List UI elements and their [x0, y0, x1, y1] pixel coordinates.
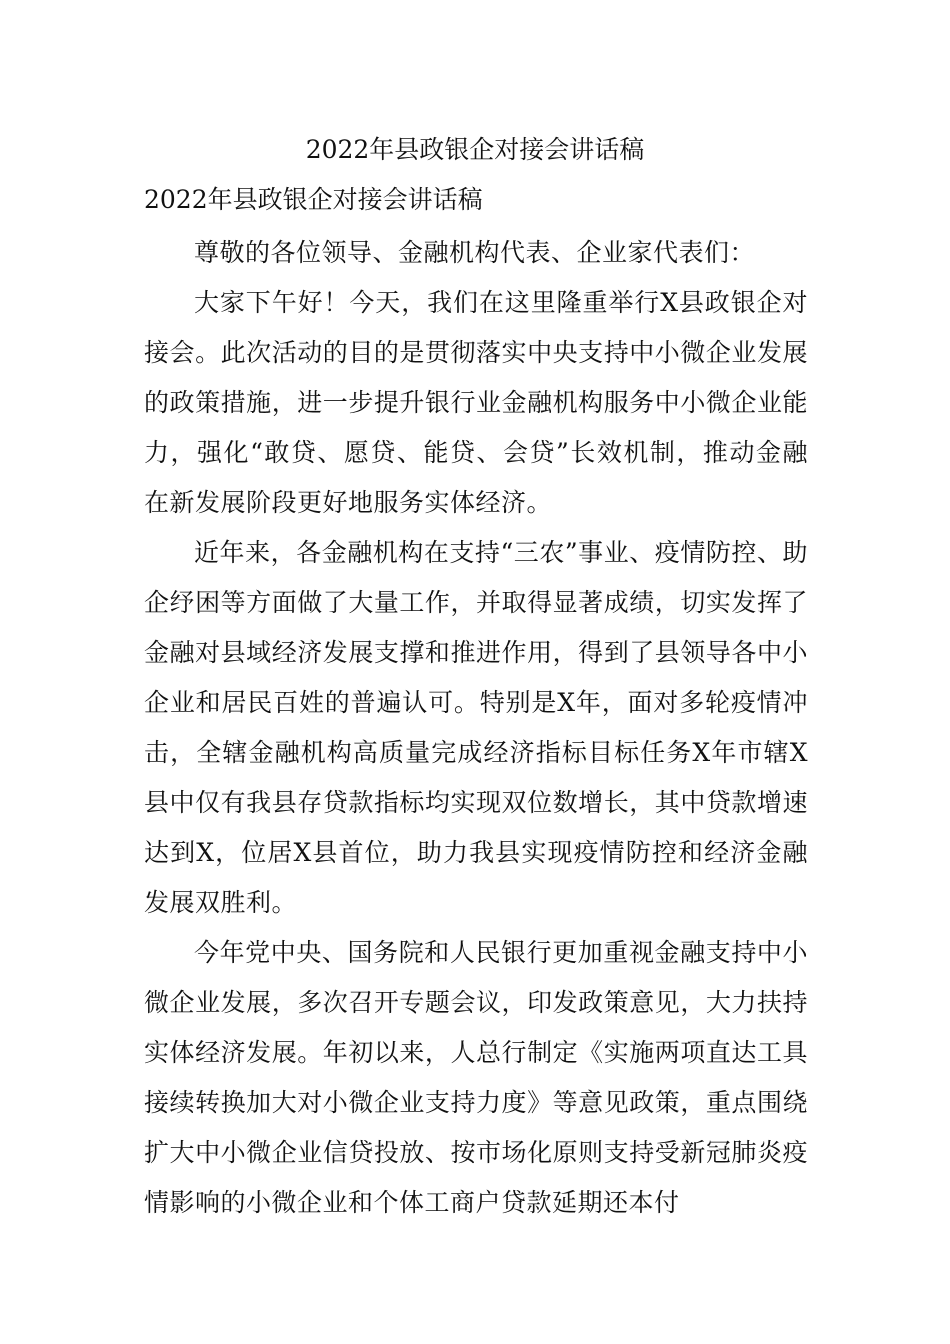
salutation-paragraph: 尊敬的各位领导、金融机构代表、企业家代表们：	[194, 238, 756, 267]
document-subtitle: 2022年县政银企对接会讲话稿	[144, 185, 483, 214]
body-paragraph: 大家下午好！今天，我们在这里隆重举行X县政银企对接会。此次活动的目的是贯彻落实中央支持中小微企业发展的政策措施，进一步提升银行业金融机构服务中小微企业能力，强化“敢贷、愿贷、能贷、会贷”长效机制，推动金融在新发展阶段更好地服务实体经济。	[144, 288, 808, 517]
body-paragraph: 近年来，各金融机构在支持“三农”事业、疫情防控、助企纾困等方面做了大量工作，并取得显著成绩，切实发挥了金融对县域经济发展支撑和推进作用，得到了县领导各中小企业和居民百姓的普遍认可。特别是X年，面对多轮疫情冲击，全辖金融机构高质量完成经济指标目标任务X年市辖X县中仅有我县存贷款指标均实现双位数增长，其中贷款增速达到X，位居X县首位，助力我县实现疫情防控和经济金融发展双胜利。	[144, 538, 808, 917]
document-title: 2022年县政银企对接会讲话稿	[305, 135, 645, 164]
document-body	[144, 228, 808, 1228]
body-paragraph: 今年党中央、国务院和人民银行更加重视金融支持中小微企业发展，多次召开专题会议，印发政策意见，大力扶持实体经济发展。年初以来，人总行制定《实施两项直达工具接续转换加大对小微企业支持力度》等意见政策，重点围绕扩大中小微企业信贷投放、按市场化原则支持受新冠肺炎疫情影响的小微企业和个体工商户贷款延期还本付	[144, 938, 808, 1217]
